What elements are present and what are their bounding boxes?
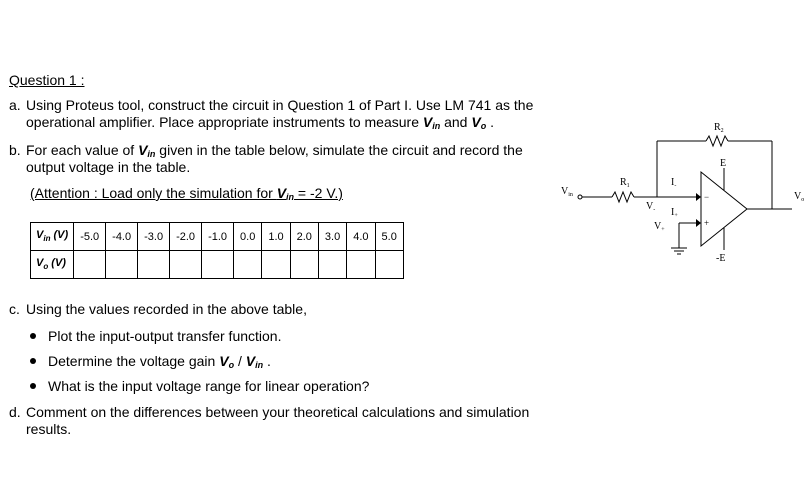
- vo-cell-empty[interactable]: [375, 251, 403, 279]
- table-row-vo: [31, 251, 404, 279]
- current-arrow: [696, 219, 701, 227]
- label-supply-negative: -E: [716, 253, 726, 264]
- part-a-letter: a.: [9, 97, 21, 113]
- vo-cell-empty[interactable]: [318, 251, 346, 279]
- part-b-line1: For each value of $V_{in}$ given in the table below, simulate the circuit and record the: [26, 142, 523, 159]
- label-pin-plus: +: [704, 218, 710, 228]
- table-row-vin: [31, 223, 404, 251]
- part-c-text: Using the values recorded in the above table,: [26, 301, 307, 317]
- vo-symbol: $V_o$: [471, 114, 487, 131]
- attention-note: (Attention : Load only the simulation for $V_{in} = -2$ V.): [30, 185, 343, 202]
- vin-cell: 4.0: [347, 223, 375, 251]
- question-heading: Question 1 :: [9, 72, 85, 88]
- part-d: [9, 404, 589, 438]
- bullet-item: Plot the input-output transfer function.: [30, 328, 530, 345]
- bullet-item: What is the input voltage range for linear operation?: [30, 378, 530, 395]
- vo-cell-empty[interactable]: [262, 251, 290, 279]
- vo-cell-empty[interactable]: [74, 251, 106, 279]
- part-d-line2: results.: [26, 421, 72, 437]
- row-header-vo: $V_o$ (V): [31, 251, 74, 279]
- vo-cell-empty[interactable]: [290, 251, 318, 279]
- part-b-line2: output voltage in the table.: [26, 159, 191, 175]
- part-a-line1: Using Proteus tool, construct the circuit in Question 1 of Part I. Use LM 741 as the: [26, 97, 534, 113]
- vin-cell: -4.0: [106, 223, 138, 251]
- part-c: [9, 301, 589, 318]
- vin-symbol: $V_{in}$: [422, 114, 441, 131]
- part-c-letter: c.: [9, 301, 20, 317]
- vo-cell-empty[interactable]: [170, 251, 202, 279]
- vin-cell: 2.0: [290, 223, 318, 251]
- vin-cell: -2.0: [170, 223, 202, 251]
- label-v-plus: $V_+$: [654, 221, 665, 233]
- bullet-dot: [30, 383, 36, 389]
- bullet-item: Determine the voltage gain $V_o / V_{in}$ .: [30, 353, 530, 370]
- vo-cell-empty[interactable]: [202, 251, 234, 279]
- label-v-minus: $V_-$: [646, 201, 656, 213]
- part-b: [9, 142, 589, 176]
- vin-cell: -1.0: [202, 223, 234, 251]
- label-pin-minus: −: [704, 192, 710, 202]
- label-r1: $R_1$: [620, 177, 630, 189]
- label-r2: $R_2$: [714, 122, 724, 134]
- voltage-table: [30, 222, 404, 279]
- label-vout: $V_o$: [794, 191, 805, 203]
- part-b-letter: b.: [9, 142, 21, 158]
- vin-cell: -3.0: [138, 223, 170, 251]
- label-i-minus: $I_-$: [671, 177, 677, 189]
- label-vin: $V_{in}$: [561, 186, 573, 198]
- vo-cell-empty[interactable]: [106, 251, 138, 279]
- part-a: [9, 97, 589, 131]
- vo-cell-empty[interactable]: [347, 251, 375, 279]
- bullet-dot: [30, 333, 36, 339]
- part-d-letter: d.: [9, 404, 21, 420]
- current-arrow: [696, 193, 701, 201]
- label-supply-positive: E: [720, 158, 727, 169]
- bullet-dot: [30, 358, 36, 364]
- vo-cell-empty[interactable]: [138, 251, 170, 279]
- r2-resistor: [706, 136, 728, 146]
- vin-cell: -5.0: [74, 223, 106, 251]
- label-i-plus: $I_+$: [671, 207, 678, 219]
- vin-cell: 3.0: [318, 223, 346, 251]
- vin-cell: 5.0: [375, 223, 403, 251]
- r1-resistor: [612, 192, 634, 202]
- row-header-vin: $V_{in}$ (V): [31, 223, 74, 251]
- vo-cell-empty[interactable]: [234, 251, 262, 279]
- op-amp-circuit-diagram: [560, 108, 810, 268]
- vin-cell: 1.0: [262, 223, 290, 251]
- input-terminal: [578, 195, 582, 199]
- vin-cell: 0.0: [234, 223, 262, 251]
- part-d-line1: Comment on the differences between your theoretical calculations and simulation: [26, 404, 530, 420]
- part-a-line2: operational amplifier. Place appropriate instruments to measure $V_{in}$ and $V_o$ .: [26, 114, 494, 131]
